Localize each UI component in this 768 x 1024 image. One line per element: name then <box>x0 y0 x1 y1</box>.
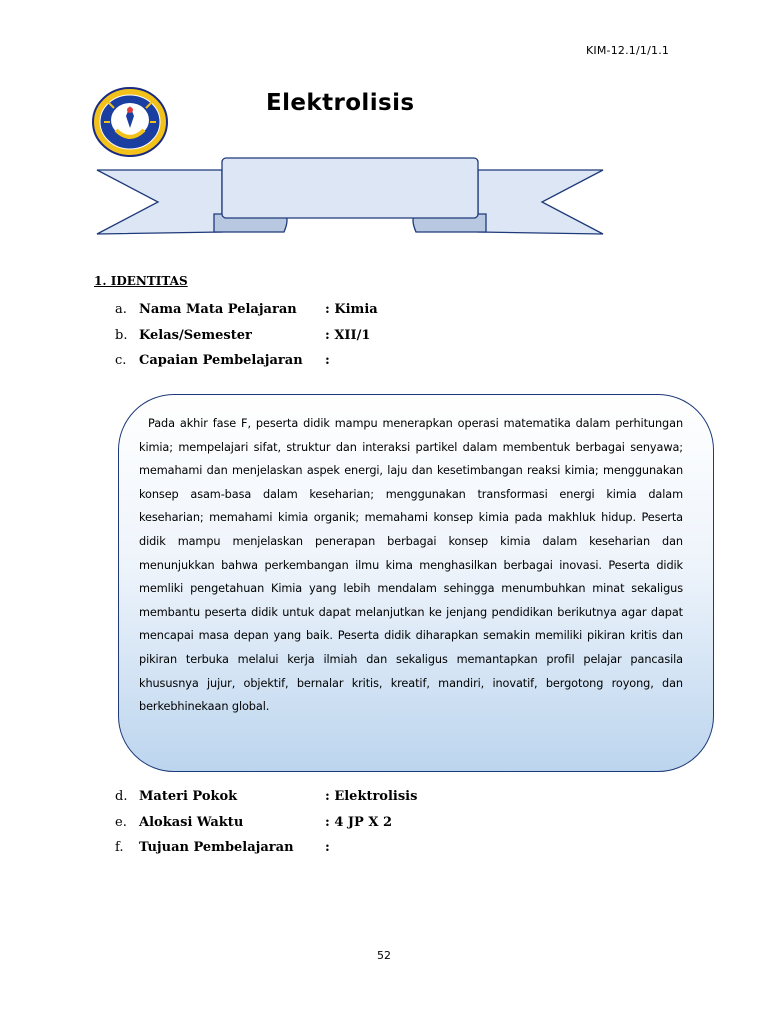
ribbon-banner <box>94 156 606 240</box>
list-item <box>0 328 768 346</box>
item-label: Tujuan Pembelajaran <box>139 840 294 855</box>
list-item <box>0 815 768 833</box>
item-value: : Elektrolisis <box>325 789 418 804</box>
item-label: Kelas/Semester <box>139 328 252 343</box>
list-item <box>0 840 768 858</box>
item-marker: a. <box>115 302 127 317</box>
list-item <box>0 353 768 371</box>
section-heading: 1. IDENTITAS <box>94 274 188 288</box>
item-value: : <box>325 840 330 855</box>
page-title: Elektrolisis <box>266 90 415 116</box>
item-label: Nama Mata Pelajaran <box>139 302 297 317</box>
item-value: : XII/1 <box>325 328 371 343</box>
item-label: Alokasi Waktu <box>139 815 244 830</box>
item-marker: e. <box>115 815 127 830</box>
item-marker: f. <box>115 840 124 855</box>
item-value: : 4 JP X 2 <box>325 815 393 830</box>
school-seal-icon <box>90 86 170 158</box>
item-label: Capaian Pembelajaran <box>139 353 303 368</box>
item-label: Materi Pokok <box>139 789 238 804</box>
item-value: : <box>325 353 330 368</box>
item-marker: d. <box>115 789 128 804</box>
list-item <box>0 302 768 320</box>
document-code: KIM-12.1/1/1.1 <box>586 44 670 57</box>
list-item <box>0 789 768 807</box>
item-marker: b. <box>115 328 128 343</box>
capaian-text: Pada akhir fase F, peserta didik mampu menerapkan operasi matematika dalam perhitungan kimia; mempelajari sifat, struktur dan interaksi partikel dalam membentuk berbagai senyawa; memahami dan menjelaskan aspek energi, laju dan kesetimbangan reaksi kimia; menggunakan konsep asam-basa dalam keseharian; menggunakan transformasi energi kimia dalam keseharian; memahami kimia organik; memahami konsep kimia pada makhluk hidup. Peserta didik mampu menjelaskan penerapan berbagai konsep kimia dalam keseharian dan menunjukkan bahwa perkembangan ilmu kima menghasilkan berbagai inovasi. Peserta didik memliki pengetahuan Kimia yang lebih mendalam sehingga menumbuhkan minat sekaligus membantu peserta didik untuk dapat melanjutkan ke jenjang pendidikan berikutnya agar dapat mencapai masa depan yang baik. Peserta didik diharapkan semakin memiliki pikiran kritis dan pikiran terbuka melalui kerja ilmiah dan sekaligus memantapkan profil pelajar pancasila khususnya jujur, objektif, bernalar kritis, kreatif, mandiri, inovatif, bergotong royong, dan berkebhinekaan global. <box>139 417 683 714</box>
item-marker: c. <box>115 353 127 368</box>
page-number: 52 <box>377 949 391 962</box>
item-value: : Kimia <box>325 302 378 317</box>
